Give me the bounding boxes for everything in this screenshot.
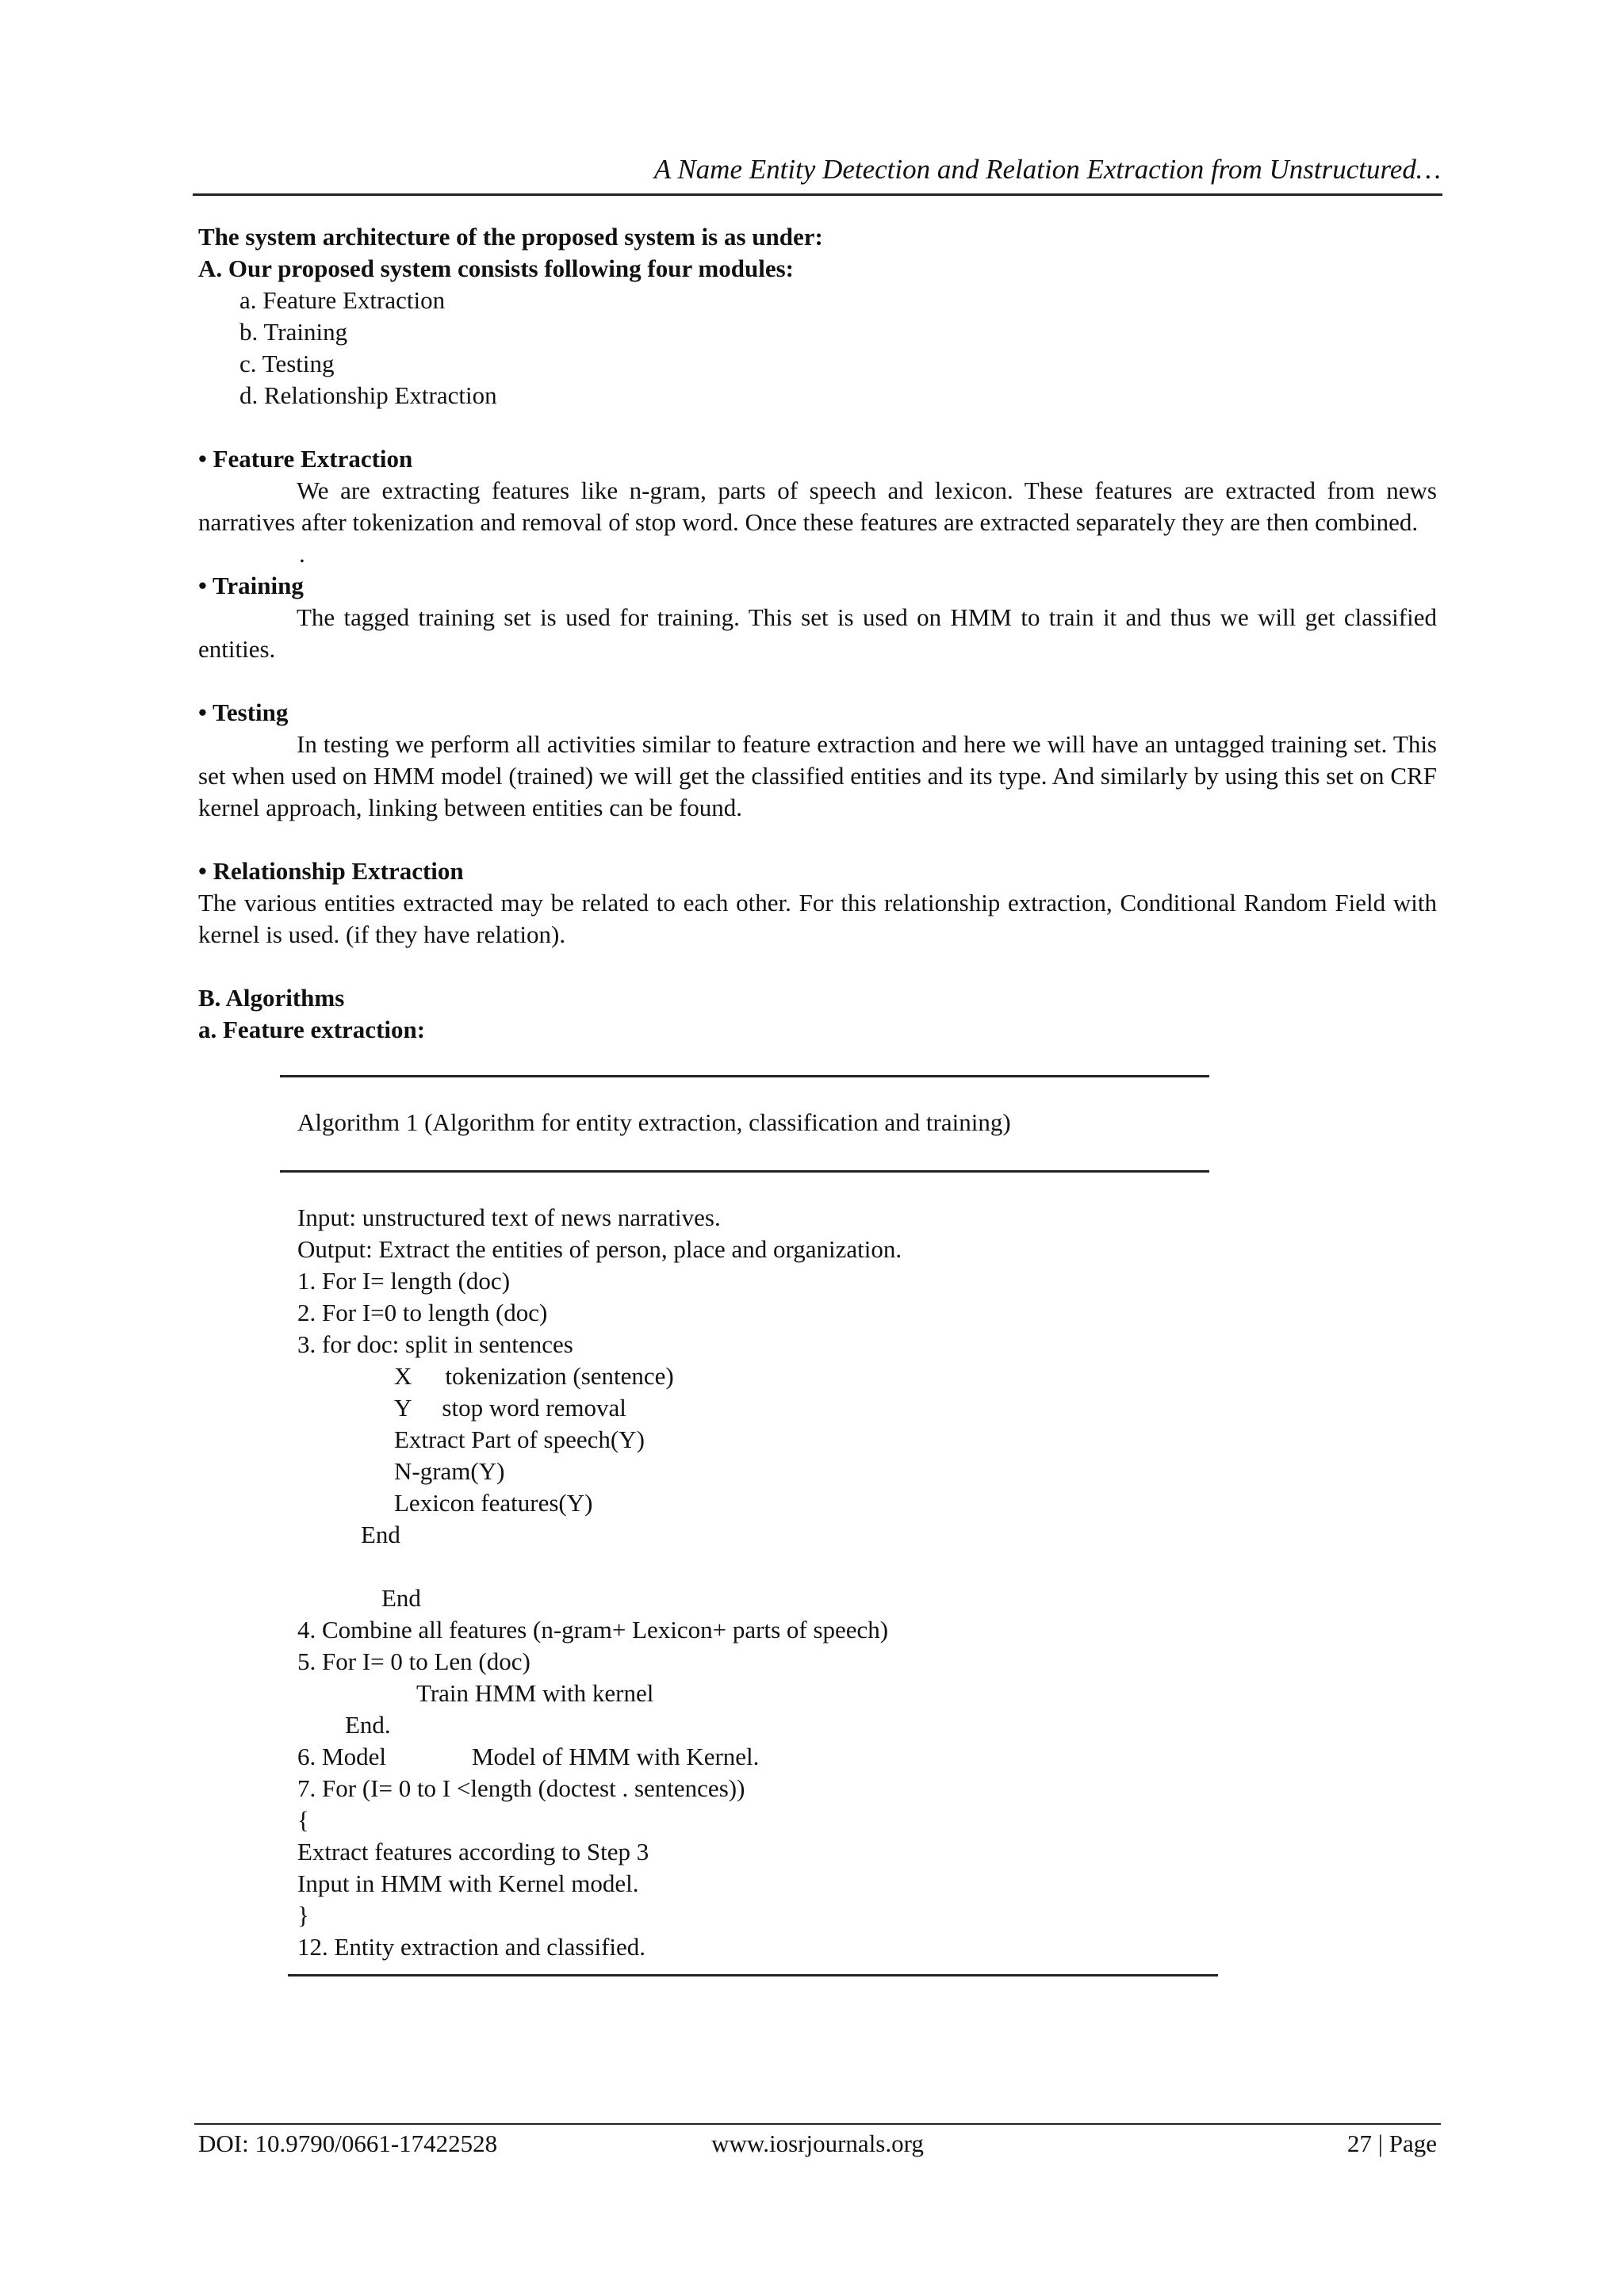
journal-website-link[interactable]: www.iosrjournals.org — [711, 2130, 924, 2157]
algorithm-top-rule — [280, 1075, 1209, 1077]
algorithm-step: 3. for doc: split in sentences — [297, 1330, 573, 1358]
algorithm-step: 2. For I=0 to length (doc) — [297, 1299, 548, 1326]
architecture-heading: The system architecture of the proposed system is as under: — [198, 223, 823, 251]
algorithm-end: End. — [345, 1711, 391, 1739]
algorithm-step: Y stop word removal — [394, 1394, 626, 1422]
algorithm-step: N-gram(Y) — [394, 1457, 505, 1485]
doi-text: DOI: 10.9790/0661-17422528 — [198, 2130, 498, 2157]
algorithm-body — [297, 1202, 1217, 1963]
algorithm-caption-rule — [280, 1170, 1209, 1173]
algorithm-step: Extract features according to Step 3 — [297, 1838, 649, 1866]
modules-heading: A. Our proposed system consists following four modules: — [198, 254, 794, 282]
algorithm-step: 6. Model Model of HMM with Kernel. — [297, 1743, 760, 1770]
algorithm-brace: { — [297, 1806, 309, 1834]
algorithm-caption — [297, 1107, 1217, 1138]
testing-text: In testing we perform all activities similar to feature extraction and here we will have an untagged training set. This set when used on HMM model (trained) we will get the classified entities and its type. And similarly by using this set on CRF kernel approach, linking between entities can be found. — [198, 730, 1437, 821]
algorithm-step: Extract Part of speech(Y) — [394, 1425, 645, 1453]
module-item: c. Testing — [239, 350, 335, 377]
module-item: a. Feature Extraction — [239, 286, 446, 314]
testing-title: • Testing — [198, 698, 289, 726]
feature-extraction-title: • Feature Extraction — [198, 445, 413, 473]
training-text: The tagged training set is used for training. This set is used on HMM to train it and thus we will get classified entities. — [198, 603, 1437, 663]
algorithm-step: Input in HMM with Kernel model. — [297, 1869, 639, 1897]
algorithm-output: Output: Extract the entities of person, place and organization. — [297, 1235, 902, 1263]
algorithm-step: X tokenization (sentence) — [394, 1362, 674, 1390]
feature-extraction-subheading: a. Feature extraction: — [198, 1016, 426, 1043]
relationship-extraction-title: • Relationship Extraction — [198, 857, 464, 885]
body-text — [198, 221, 1437, 1046]
footer-rule — [194, 2123, 1441, 2125]
module-item: d. Relationship Extraction — [239, 381, 497, 409]
algorithm-step: 4. Combine all features (n-gram+ Lexicon+ parts of speech) — [297, 1616, 889, 1644]
algorithm-step: Train HMM with kernel — [416, 1679, 654, 1707]
algorithm-step: Lexicon features(Y) — [394, 1489, 593, 1517]
stray-dot: . — [299, 540, 305, 568]
algorithm-step: 5. For I= 0 to Len (doc) — [297, 1647, 530, 1675]
header-rule — [193, 193, 1442, 196]
algorithm-end: End — [361, 1521, 400, 1548]
algorithm-step: 7. For (I= 0 to I <length (doctest . sentences)) — [297, 1774, 745, 1802]
running-title: A Name Entity Detection and Relation Extraction from Unstructured… — [653, 154, 1441, 185]
modules-list — [198, 285, 1437, 411]
module-item: b. Training — [239, 318, 348, 346]
algorithm-step: 1. For I= length (doc) — [297, 1267, 511, 1295]
training-title: • Training — [198, 572, 304, 599]
algorithms-heading: B. Algorithms — [198, 984, 345, 1012]
relationship-extraction-text: The various entities extracted may be related to each other. For this relationship extraction, Conditional Random Field with kernel is used. (if they have relation). — [198, 889, 1437, 948]
feature-extraction-text: We are extracting features like n-gram, parts of speech and lexicon. These features are extracted from news narratives after tokenization and removal of stop word. Once these features are extracted separately they are then combined. — [198, 476, 1437, 536]
algorithm-bottom-rule — [288, 1974, 1218, 1976]
algorithm-brace: } — [297, 1901, 309, 1929]
algorithm-title: Algorithm 1 (Algorithm for entity extraction, classification and training) — [297, 1108, 1011, 1136]
algorithm-input: Input: unstructured text of news narratives. — [297, 1203, 721, 1231]
algorithm-step: 12. Entity extraction and classified. — [297, 1933, 646, 1961]
algorithm-end: End — [381, 1584, 421, 1612]
page-number: 27 | Page — [1347, 2130, 1437, 2157]
